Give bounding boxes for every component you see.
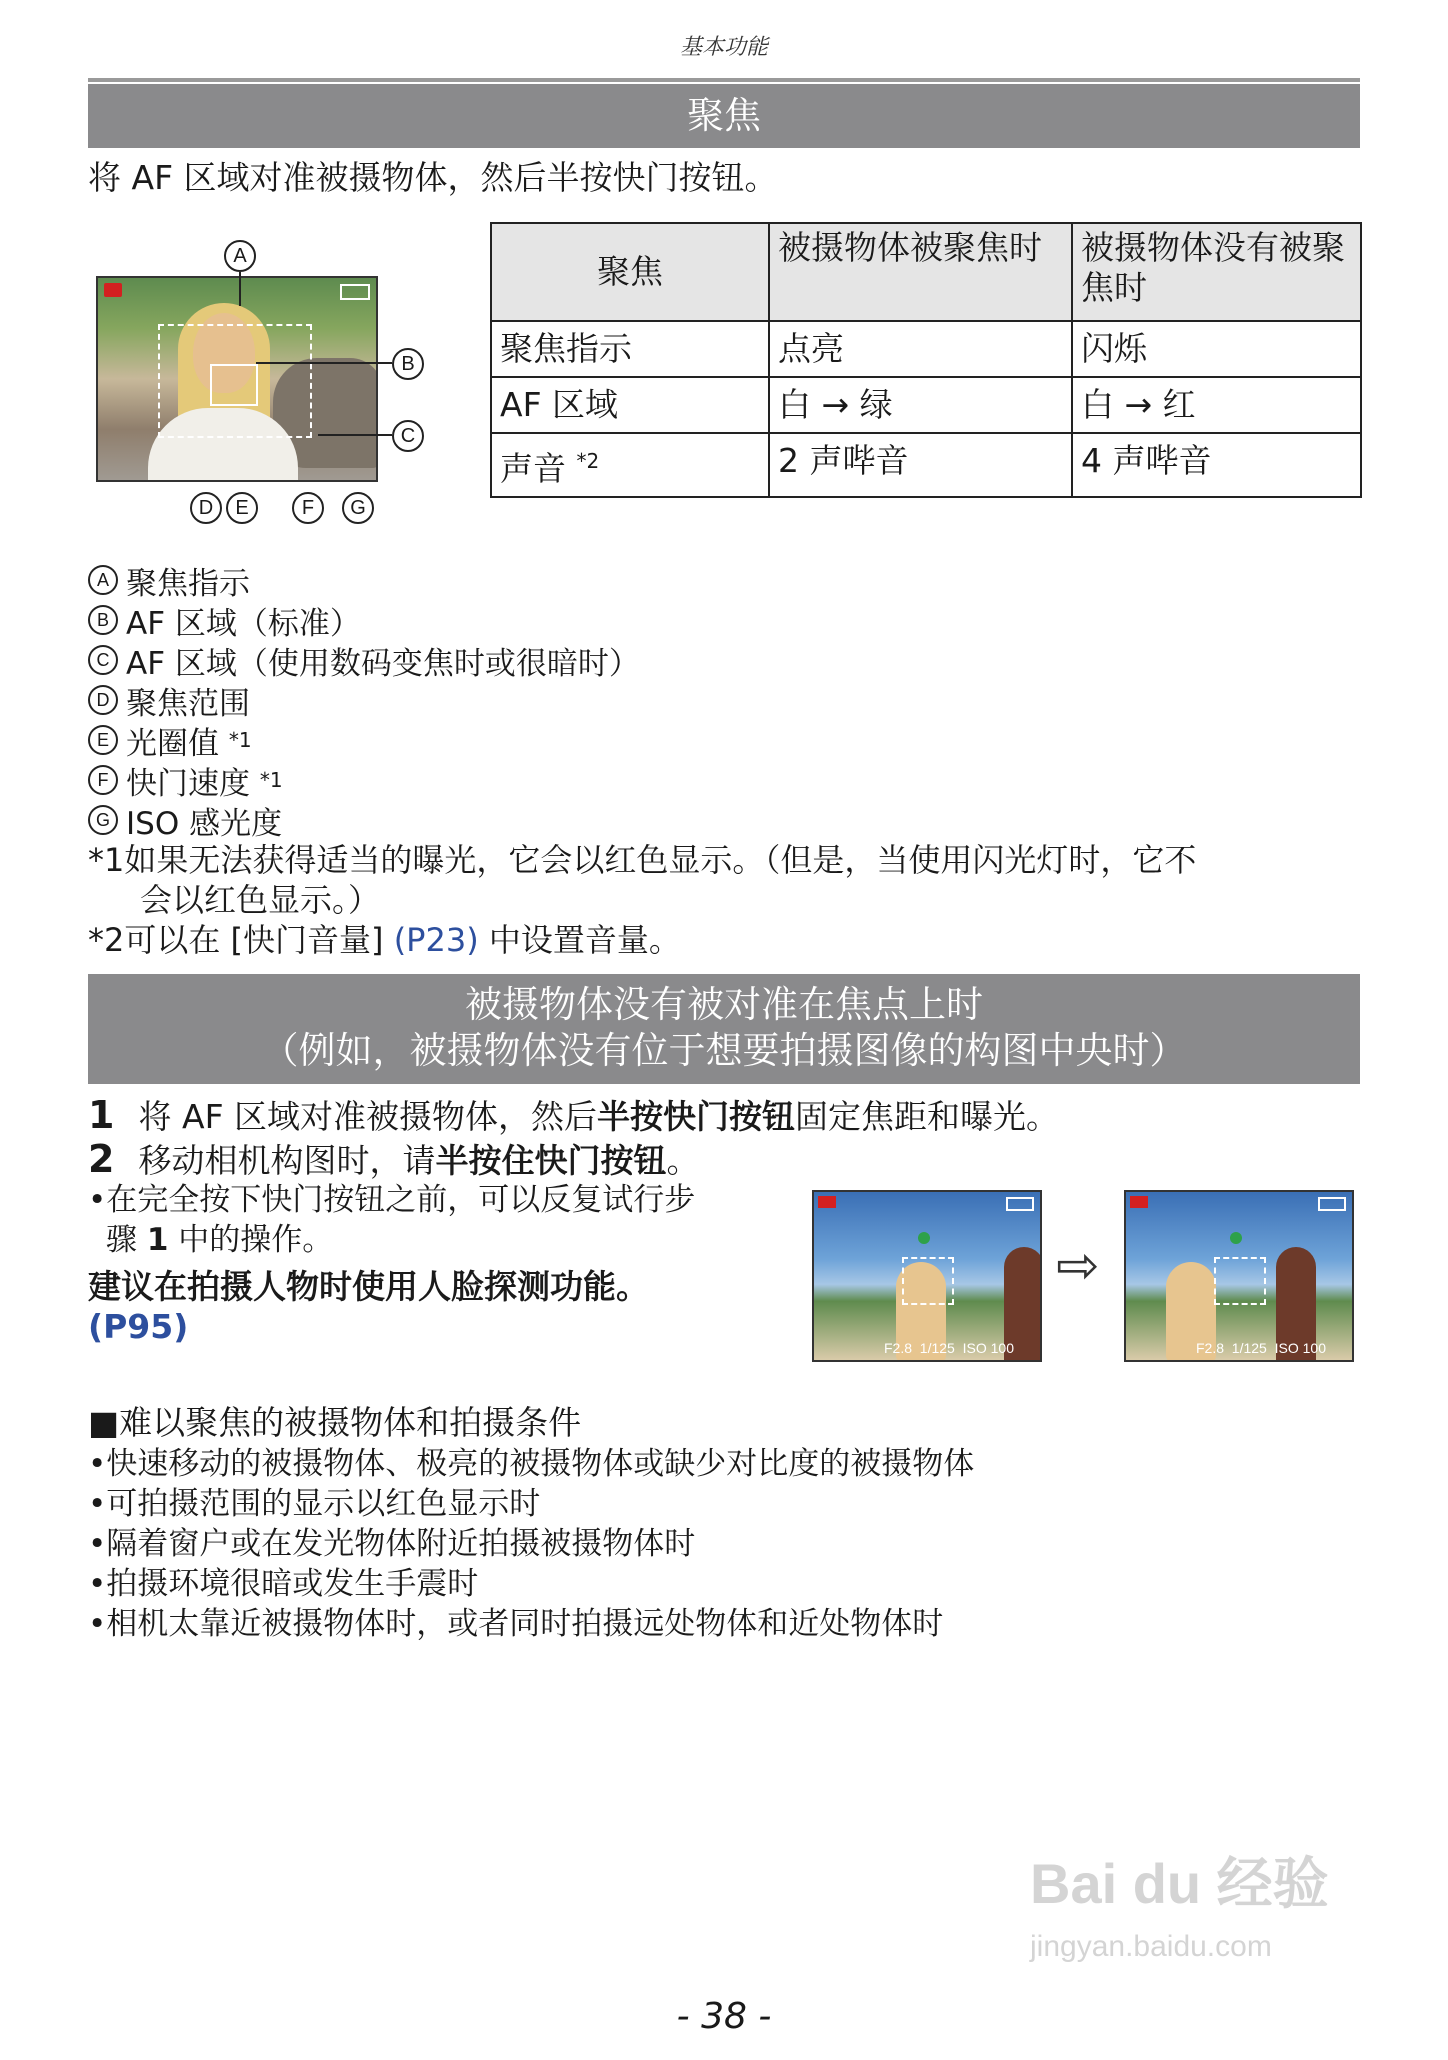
legend-item [88, 560, 640, 600]
legend-item [88, 720, 640, 760]
table-row [491, 433, 1361, 497]
iso-label: ISO [1274, 1340, 1299, 1356]
footnote-ref: *1 [259, 768, 283, 792]
record-mode-icon [1130, 1196, 1148, 1208]
table-cell: 2 声哔音 [769, 433, 1072, 497]
step-text-bold: 半按快门按钮 [597, 1097, 796, 1136]
page-link-p23[interactable]: (P23) [393, 921, 479, 959]
legend-mark: E [88, 725, 118, 755]
recommendation: 建议在拍摄人物时使用人脸探测功能。 [88, 1267, 649, 1306]
footnote-text: 中设置音量。 [478, 921, 681, 959]
legend-text: ISO 感光度 [126, 805, 283, 842]
step-number: 2 [88, 1137, 115, 1181]
iso-value: 100 [990, 1340, 1014, 1356]
focus-intro: 将 AF 区域对准被摄物体，然后半按快门按钮。 [88, 158, 778, 197]
callout-d: D [190, 492, 222, 524]
legend-text: 光圈值 [126, 725, 219, 762]
list-item: •相机太靠近被摄物体时，或者同时拍摄远处物体和近处物体时 [88, 1606, 944, 1642]
shutter-value: 1/125 [919, 1340, 955, 1356]
legend-text: 聚焦指示 [126, 565, 250, 602]
list-item: •快速移动的被摄物体、极亮的被摄物体或缺少对比度的被摄物体 [88, 1446, 975, 1482]
camera-screen-before [812, 1190, 1042, 1362]
legend-list [88, 560, 640, 840]
focus-indicator-icon [918, 1232, 930, 1244]
legend-mark: C [88, 645, 118, 675]
legend-text: 快门速度 [126, 765, 250, 802]
step-1 [88, 1094, 1059, 1138]
offcenter-title [88, 974, 1360, 1084]
iso-value: 100 [1302, 1340, 1326, 1356]
legend-mark: A [88, 565, 118, 595]
focus-title: 聚焦 [88, 84, 1360, 148]
step-number: 1 [88, 1093, 115, 1137]
arrow-right-icon: ⇨ [1056, 1236, 1100, 1296]
legend-text: AF 区域（标准） [126, 605, 361, 642]
step-text: 。 [666, 1141, 700, 1180]
af-frame-large [158, 324, 312, 438]
focus-table [490, 222, 1362, 498]
watermark-url: jingyan.baidu.com [1030, 1930, 1272, 1963]
iso-label: ISO [962, 1340, 987, 1356]
aperture-value: F2.8 [1196, 1340, 1225, 1356]
legend-text: AF 区域（使用数码变焦时或很暗时） [126, 645, 640, 682]
footnote-1-cont: 会以红色显示。） [140, 881, 381, 919]
footnote-label: *1 [88, 841, 125, 879]
legend-item [88, 640, 640, 680]
record-mode-icon [104, 283, 122, 297]
step-2 [88, 1138, 700, 1182]
legend-text: 聚焦范围 [126, 685, 250, 722]
page-link-p95[interactable]: (P95) [88, 1307, 189, 1346]
legend-item [88, 760, 640, 800]
table-cell: 点亮 [769, 321, 1072, 377]
af-frame [1214, 1257, 1266, 1305]
callout-a: A [224, 240, 256, 272]
table-cell: 聚焦指示 [491, 321, 769, 377]
battery-icon [340, 284, 370, 300]
tip-text: 中的操作。 [168, 1222, 334, 1258]
step-text: 将 AF 区域对准被摄物体，然后 [138, 1097, 598, 1136]
step-text: 固定焦距和曝光。 [795, 1097, 1060, 1136]
camera-screen-after [1124, 1190, 1354, 1362]
leader-b [256, 362, 392, 364]
table-cell [491, 433, 769, 497]
sound-label: 声音 [500, 449, 566, 488]
af-frame [902, 1257, 954, 1305]
callout-e: E [226, 492, 258, 524]
shutter-value: 1/125 [1231, 1340, 1267, 1356]
table-header-cell: 聚焦 [491, 223, 769, 321]
tip-line-1: •在完全按下快门按钮之前，可以反复试行步 [88, 1182, 696, 1218]
table-cell: AF 区域 [491, 377, 769, 433]
tip-text: 骤 [106, 1222, 147, 1258]
list-item: •隔着窗户或在发光物体附近拍摄被摄物体时 [88, 1526, 696, 1562]
table-header-cell: 被摄物体被聚焦时 [769, 223, 1072, 321]
table-row [491, 321, 1361, 377]
exposure-info [1196, 1340, 1326, 1356]
table-header-row [491, 223, 1361, 321]
table-header-cell: 被摄物体没有被聚焦时 [1072, 223, 1361, 321]
table-cell: 4 声哔音 [1072, 433, 1361, 497]
footnote-text: 如果无法获得适当的曝光，它会以红色显示。（但是，当使用闪光灯时，它不 [124, 841, 1197, 879]
callout-f: F [292, 492, 324, 524]
list-item: •可拍摄范围的显示以红色显示时 [88, 1486, 541, 1522]
aperture-value: F2.8 [884, 1340, 913, 1356]
table-cell: 白 → 红 [1072, 377, 1361, 433]
tip-step-ref: 1 [146, 1222, 169, 1258]
step-text-bold: 半按住快门按钮 [435, 1141, 667, 1180]
footnote-ref: *2 [576, 449, 600, 473]
footnote-ref: *1 [228, 728, 252, 752]
list-item: •拍摄环境很暗或发生手震时 [88, 1566, 479, 1602]
offcenter-title-line1: 被摄物体没有被对准在焦点上时 [465, 983, 983, 1026]
table-row [491, 377, 1361, 433]
legend-mark: D [88, 685, 118, 715]
leader-a [239, 272, 241, 306]
step-text: 移动相机构图时，请 [138, 1141, 436, 1180]
page-number: - 38 - [676, 1996, 772, 2037]
callout-b: B [392, 348, 424, 380]
legend-mark: F [88, 765, 118, 795]
legend-item [88, 800, 640, 840]
focus-indicator-icon [1230, 1232, 1242, 1244]
record-mode-icon [818, 1196, 836, 1208]
footnote-text: 可以在 [快门音量] [124, 921, 394, 959]
header-rule [88, 78, 1360, 82]
leader-c [318, 434, 392, 436]
table-cell: 闪烁 [1072, 321, 1361, 377]
legend-item [88, 680, 640, 720]
legend-mark: B [88, 605, 118, 635]
camera-screen-illustration [96, 276, 378, 482]
battery-icon [1006, 1197, 1034, 1211]
footnote-label: *2 [88, 921, 125, 959]
tip-line-2 [106, 1220, 333, 1260]
difficult-title: ■难以聚焦的被摄物体和拍摄条件 [88, 1403, 582, 1442]
offcenter-title-line2: （例如，被摄物体没有位于想要拍摄图像的构图中央时） [261, 1029, 1187, 1072]
table-cell: 白 → 绿 [769, 377, 1072, 433]
baidu-watermark: Bai du 经验 [1030, 1852, 1329, 1915]
footnote-2 [88, 920, 681, 960]
exposure-info [884, 1340, 1014, 1356]
battery-icon [1318, 1197, 1346, 1211]
legend-item [88, 600, 640, 640]
callout-c: C [392, 420, 424, 452]
callout-g: G [342, 492, 374, 524]
legend-mark: G [88, 805, 118, 835]
footnote-1 [88, 840, 1196, 880]
section-header: 基本功能 [679, 35, 768, 60]
